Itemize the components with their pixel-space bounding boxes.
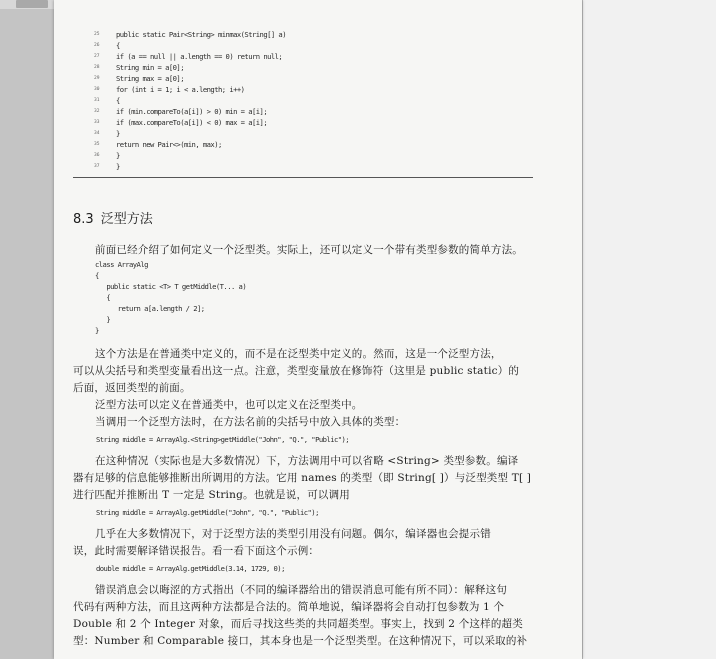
para6-line-1: 错误消息会以晦涩的方式指出（不同的编译器给出的错误消息可能有所不同）：解释这句 — [95, 584, 508, 596]
para1-line-2: 可以从尖括号和类型变量看出这一点。注意，类型变量放在修饰符（这里是 public static）的 — [73, 365, 520, 377]
right-side-panel — [582, 0, 716, 659]
line-number: 29 — [94, 76, 100, 81]
class-code-line: { — [95, 293, 111, 302]
code-text: } — [116, 151, 120, 160]
section-divider — [73, 177, 533, 178]
panel-separator — [582, 0, 583, 659]
code-text: if (min.compareTo(a[i]) > 0) min = a[i]; — [116, 107, 268, 116]
section-number: 8.3 — [73, 212, 94, 227]
code-text: { — [116, 41, 120, 50]
para1-line-1: 这个方法是在普通类中定义的，而不是在泛型类中定义的。然而，这是一个泛型方法， — [95, 348, 502, 360]
section-heading — [73, 208, 153, 227]
class-code-line: public static <T> T getMiddle(T... a) — [95, 282, 247, 291]
class-code-line: return a[a.length / 2]; — [95, 304, 205, 313]
line-number: 25 — [94, 32, 100, 37]
class-code-line: } — [95, 326, 99, 335]
code-text: { — [116, 96, 120, 105]
code-listing — [94, 29, 394, 174]
code-text: for (int i = 1; i < a.length; i++) — [116, 85, 245, 94]
para4-line-3: 进行匹配并推断出 T 一定是 String。也就是说，可以调用 — [73, 489, 350, 501]
code-call-ambiguous: double middle = ArrayAlg.getMiddle(3.14, 1729, 0); — [96, 564, 285, 573]
line-number: 36 — [94, 153, 100, 158]
code-text: String max = a[0]; — [116, 74, 184, 83]
line-number: 26 — [94, 43, 100, 48]
line-number: 35 — [94, 142, 100, 147]
para6-line-3: Double 和 2 个 Integer 对象，而后寻找这些类的共同超类型。事实上，找到 2 个这样的超类 — [73, 618, 523, 630]
code-text: String min = a[0]; — [116, 63, 184, 72]
code-text: } — [116, 129, 120, 138]
code-text: public static Pair<String> minmax(String[] a) — [116, 30, 286, 39]
para6-line-4: 型：Number 和 Comparable 接口，其本身也是一个泛型类型。在这种情况下，可以采取的补 — [73, 635, 528, 647]
class-code-block — [95, 260, 395, 340]
line-number: 32 — [94, 109, 100, 114]
class-code-line: class ArrayAlg — [95, 260, 148, 269]
para6-line-2: 代码有两种方法，而且这两种方法都是合法的。简单地说，编译器将会自动打包参数为 1 个 — [73, 601, 505, 613]
code-call-explicit: String middle = ArrayAlg.<String>getMiddle("John", "Q.", "Public"); — [96, 435, 350, 444]
code-text: if (a == null || a.length == 0) return null; — [116, 52, 283, 61]
intro-paragraph: 前面已经介绍了如何定义一个泛型类。实际上，还可以定义一个带有类型参数的简单方法。 — [95, 244, 523, 256]
line-number: 27 — [94, 54, 100, 59]
para4-line-2: 器有足够的信息能够推断出所调用的方法。它用 names 的类型（即 String[ ]）与泛型类型 T[ ] — [73, 472, 532, 484]
line-number: 33 — [94, 120, 100, 125]
para2: 泛型方法可以定义在普通类中，也可以定义在泛型类中。 — [95, 399, 363, 411]
line-number: 31 — [94, 98, 100, 103]
para3: 当调用一个泛型方法时，在方法名前的尖括号中放入具体的类型： — [95, 416, 406, 428]
code-call-inferred: String middle = ArrayAlg.getMiddle("John", "Q.", "Public"); — [96, 508, 319, 517]
line-number: 28 — [94, 65, 100, 70]
para4-line-1: 在这种情况（实际也是大多数情况）下，方法调用中可以省略 <String> 类型参数。编译 — [95, 455, 519, 467]
line-number: 37 — [94, 164, 100, 169]
para5-line-2: 误，此时需要解译错误报告。看一看下面这个示例： — [73, 545, 320, 557]
line-number: 30 — [94, 87, 100, 92]
code-text: } — [116, 162, 120, 171]
class-code-line: } — [95, 315, 111, 324]
line-number: 34 — [94, 131, 100, 136]
code-text: if (max.compareTo(a[i]) < 0) max = a[i]; — [116, 118, 268, 127]
section-title: 泛型方法 — [100, 212, 153, 227]
para5-line-1: 几乎在大多数情况下，对于泛型方法的类型引用没有问题。偶尔，编译器也会提示错 — [95, 528, 491, 540]
window-top-blob — [16, 0, 48, 8]
para1-line-3: 后面，返回类型的前面。 — [73, 382, 191, 394]
class-code-line: { — [95, 271, 99, 280]
code-text: return new Pair<>(min, max); — [116, 140, 222, 149]
document-page — [54, 0, 582, 659]
